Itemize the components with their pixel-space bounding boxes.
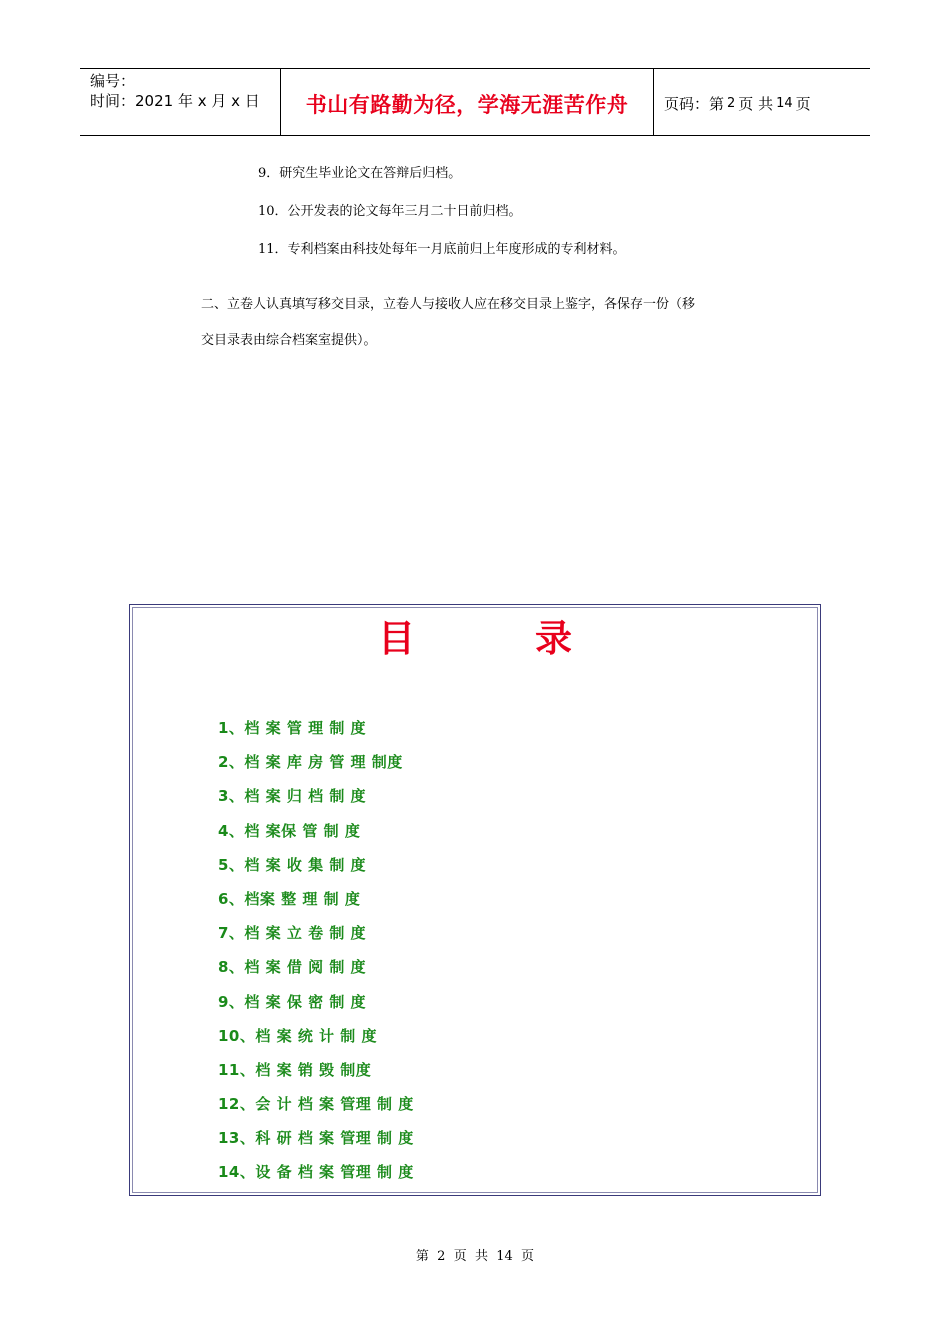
toc-entry-3[interactable]: 3、档 案 归 档 制 度: [218, 787, 367, 806]
body-item-11: 11．专利档案由科技处每年一月底前归上年度形成的专利材料。: [258, 242, 626, 257]
page-current: 2: [727, 95, 736, 111]
toc-entry-2[interactable]: 2、档 案 库 房 管 理 制度: [218, 753, 403, 772]
page-footer: 第 2 页 共 14 页: [415, 1249, 535, 1264]
body-item-10: 10．公开发表的论文每年三月二十日前归档。: [258, 204, 522, 219]
toc-title: [0, 608, 950, 662]
toc-entry-11[interactable]: 11、档 案 销 毁 制度: [218, 1060, 372, 1079]
header-page-number: [654, 69, 870, 135]
toc-title-left: 目: [378, 617, 415, 660]
toc-entry-6[interactable]: 6、档案 整 理 制 度: [218, 889, 361, 908]
toc-entry-13[interactable]: 13、科 研 档 案 管理 制 度: [218, 1129, 414, 1148]
page-suffix: 页: [795, 94, 811, 113]
toc-entry-9[interactable]: 9、档 案 保 密 制 度: [218, 992, 367, 1011]
toc-entry-12[interactable]: 12、会 计 档 案 管理 制 度: [218, 1095, 414, 1114]
body-item-9: 9．研究生毕业论文在答辩后归档。: [258, 166, 462, 181]
header-meta: [80, 69, 281, 135]
toc-entry-1[interactable]: 1、档 案 管 理 制 度: [218, 719, 367, 737]
page-middle: 页 共: [738, 94, 774, 113]
code-label: 编号：: [90, 72, 136, 90]
time-label: 时间：2021 年 x 月 x 日: [90, 92, 260, 110]
toc-entry-5[interactable]: 5、档 案 收 集 制 度: [218, 855, 367, 874]
toc-entry-14[interactable]: 14、设 备 档 案 管理 制 度: [218, 1163, 414, 1182]
toc-entry-7[interactable]: 7、档 案 立 卷 制 度: [218, 924, 367, 943]
toc-entry-4[interactable]: 4、档 案保 管 制 度: [218, 821, 361, 840]
toc-entry-8[interactable]: 8、档 案 借 阅 制 度: [218, 958, 367, 977]
toc-entry-10[interactable]: 10、档 案 统 计 制 度: [218, 1026, 377, 1045]
toc-list: [218, 715, 414, 1194]
header-motto: 书山有路勤为径，学海无涯苦作舟: [281, 69, 654, 135]
section-line-1: 二、立卷人认真填写移交目录，立卷人与接收人应在移交目录上鉴字，各保存一份（移: [201, 297, 696, 312]
section-line-2: 交目录表由综合档案室提供）。: [201, 333, 377, 348]
page-total: 14: [776, 95, 793, 111]
page-header: [80, 68, 870, 136]
toc-title-right: 录: [535, 617, 572, 660]
page-prefix: 页码：第: [664, 94, 725, 113]
